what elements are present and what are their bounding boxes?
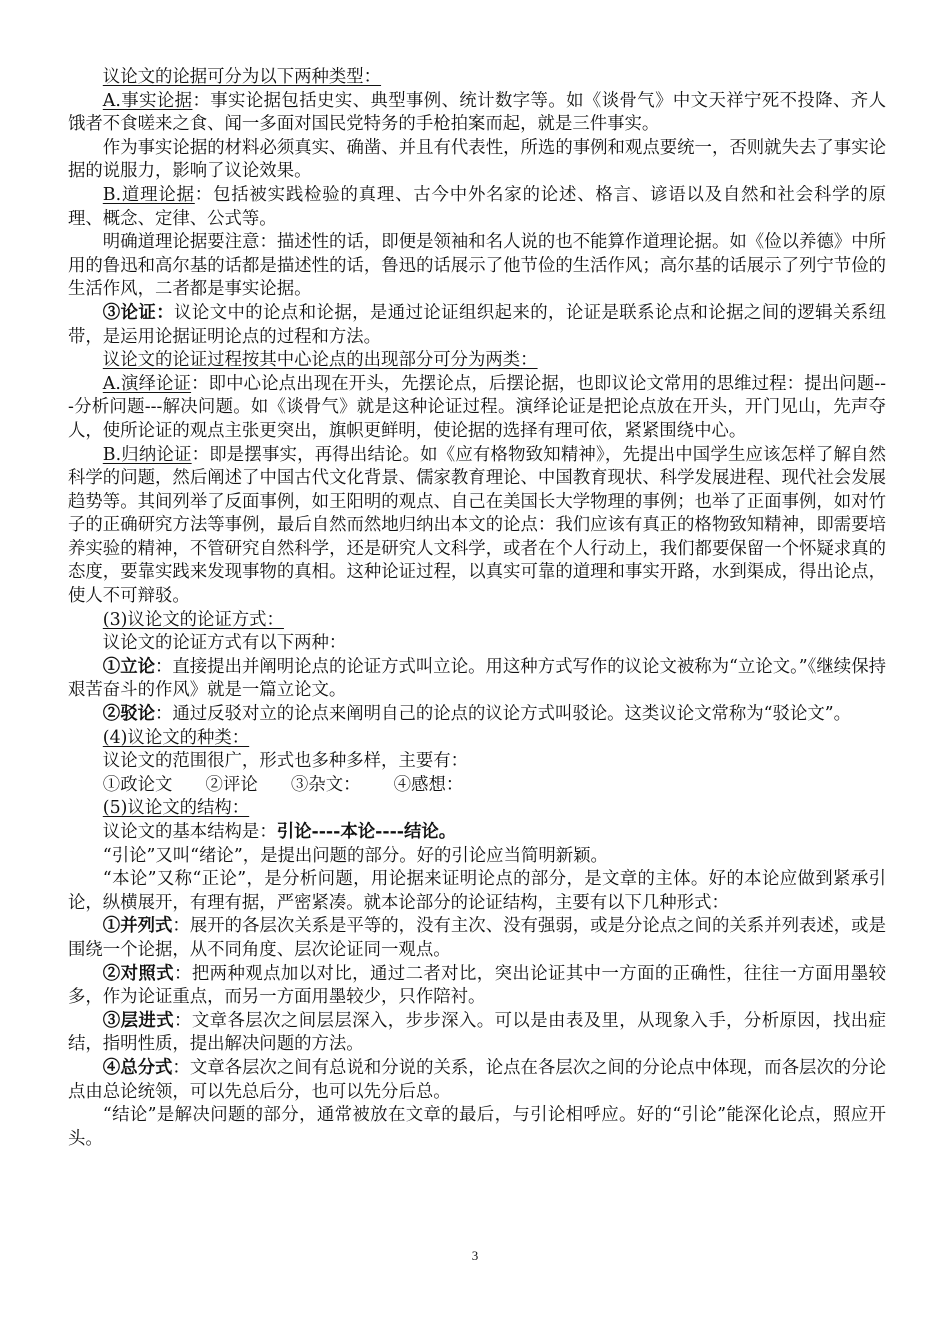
paragraph-contrast: ②对照式：把两种观点加以对比，通过二者对比，突出论证其中一方面的正确性，往往一方面用墨较多，作为论证重点，而另一方面用墨较少，只作陪衬。 xyxy=(68,963,886,1008)
heading-structure: (5)议论文的结构： xyxy=(102,798,250,819)
heading-argument-methods: (3)议论文的论证方式： xyxy=(102,609,284,630)
paragraph-kinds-intro: 议论文的范围很广，形式也多种多样，主要有： xyxy=(102,751,469,772)
contrast-label: ②对照式 xyxy=(102,963,175,984)
kinds-list xyxy=(68,774,886,798)
deductive-label: A.演绎论证 xyxy=(102,373,192,394)
paragraph-fact-evidence: A.事实论据：事实论据包括史实、典型事例、统计数字等。如《谈骨气》中文天祥宁死不投降、齐人饿者不食嗟来之食、闻一多面对国民党特务的手枪拍案而起，就是三件事实。 xyxy=(68,90,886,135)
paragraph-process-types: 议论文的论证过程按其中心论点的出现部分可分为两类： xyxy=(102,350,538,371)
heading-kinds: (4)议论文的种类： xyxy=(102,727,250,748)
refute-label: ②驳论 xyxy=(102,704,155,725)
progressive-label: ③层进式 xyxy=(102,1010,175,1031)
paragraph-reason-evidence: B.道理论据：包括被实践检验的真理、古今中外名家的论述、格言、谚语以及自然和社会科学的原理、概念、定律、公式等。 xyxy=(68,184,886,229)
paragraph-progressive: ③层进式：文章各层次之间层层深入，步步深入。可以是由表及里，从现象入手，分析原因，找出症结，指明性质，提出解决问题的方法。 xyxy=(68,1010,886,1055)
paragraph-methods-intro: 议论文的论证方式有以下两种： xyxy=(102,633,347,654)
kind-item: ②评论 xyxy=(205,774,258,795)
fact-evidence-label: A.事实论据 xyxy=(102,90,193,111)
paragraph-general-specific: ④总分式：文章各层次之间有总说和分说的关系，论点在各层次之间的分论点中体现，而各层次的分论点由总论统领，可以先总后分，也可以先分后总。 xyxy=(68,1057,886,1102)
paragraph-inductive: B.归纳论证：即是摆事实，再得出结论。如《应有格物致知精神》，先提出中国学生应该怎样了解自然科学的问题，然后阐述了中国古代文化背景、儒家教育理论、中国教育现状、科学发展进程、现代社会发展趋势等。其间列举了反面事例，如王阳明的观点、自己在美国长大学物理的事例；也举了正面事例，如对竹子的正确研究方法等事例，最后自然而然地归纳出本文的论点：我们应该有真正的格物致知精神，即需要培养实验的精神，不管研究自然科学，还是研究人文科学，或者在个人行动上，我们都要保留一个怀疑求真的态度，要靠实践来发现事物的真相。这种论证过程，以真实可靠的道理和事实开路，水到渠成，得出论点，使人不可辩驳。 xyxy=(68,444,886,607)
general-specific-label: ④总分式 xyxy=(102,1057,173,1078)
argumentation-label: ③论证： xyxy=(102,302,175,323)
parallel-label: ①并列式 xyxy=(102,916,173,937)
page-number: 3 xyxy=(471,1248,479,1263)
reason-evidence-label: B.道理论据 xyxy=(102,184,195,205)
structure-formula: 引论----本论----结论。 xyxy=(276,822,457,842)
paragraph-reason-note: 明确道理论据要注意：描述性的话，即便是领袖和名人说的也不能算作道理论据。如《俭以养德》中所用的鲁迅和高尔基的话都是描述性的话，鲁迅的话展示了他节俭的生活作风；高尔基的话展示了列宁节俭的生活作风，二者都是事实论据。 xyxy=(68,232,886,300)
kind-item: ③杂文： xyxy=(290,774,361,795)
paragraph-main-body: “本论”又称“正论”，是分析问题，用论据来证明论点的部分，是文章的主体。好的本论应做到紧承引论，纵横展开，有理有据，严密紧凑。就本论部分的论证结构，主要有以下几种形式： xyxy=(68,869,886,913)
kind-item: ①政论文 xyxy=(102,774,173,795)
establish-label: ①立论 xyxy=(102,656,155,677)
paragraph-argumentation: ③论证：议论文中的论点和论据，是通过论证组织起来的，论证是联系论点和论据之间的逻辑关系纽带，是运用论据证明论点的过程和方法。 xyxy=(68,302,886,347)
paragraph-structure-basic: 议论文的基本结构是：引论----本论----结论。 xyxy=(102,822,457,842)
paragraph-deductive: A.演绎论证：即中心论点出现在开头，先摆论点，后摆论据，也即议论文常用的思维过程：提出问题---分析问题---解决问题。如《谈骨气》就是这种论证过程。演绎论证是把论点放在开头，开门见山，先声夺人，使所论证的观点主张更突出，旗帜更鲜明，使论据的选择有理可依，紧紧围绕中心。 xyxy=(68,373,886,441)
paragraph-conclusion: “结论”是解决问题的部分，通常被放在文章的最后，与引论相呼应。好的“引论”能深化论点，照应开头。 xyxy=(68,1105,886,1149)
paragraph-fact-requirements: 作为事实论据的材料必须真实、确凿、并且有代表性，所选的事例和观点要统一，否则就失去了事实论据的说服力，影响了议论效果。 xyxy=(68,137,886,182)
paragraph-introduction: “引论”又叫“绪论”，是提出问题的部分。好的引论应当简明新颖。 xyxy=(102,845,608,866)
paragraph-establish: ①立论：直接提出并阐明论点的论证方式叫立论。用这种方式写作的议论文被称为“立论文。”《继续保持艰苦奋斗的作风》就是一篇立论文。 xyxy=(68,656,886,701)
paragraph-parallel: ①并列式：展开的各层次关系是平等的，没有主次、没有强弱，或是分论点之间的关系并列表述，或是围绕一个论据，从不同角度、层次论证同一观点。 xyxy=(68,916,886,960)
paragraph-evidence-types: 议论文的论据可分为以下两种类型： xyxy=(102,67,382,87)
kind-item: ④感想： xyxy=(393,774,464,795)
inductive-label: B.归纳论证 xyxy=(102,444,192,465)
document-body xyxy=(68,66,886,1151)
paragraph-refute: ②驳论：通过反驳对立的论点来阐明自己的论点的议论方式叫驳论。这类议论文常称为“驳论文”。 xyxy=(102,704,852,725)
